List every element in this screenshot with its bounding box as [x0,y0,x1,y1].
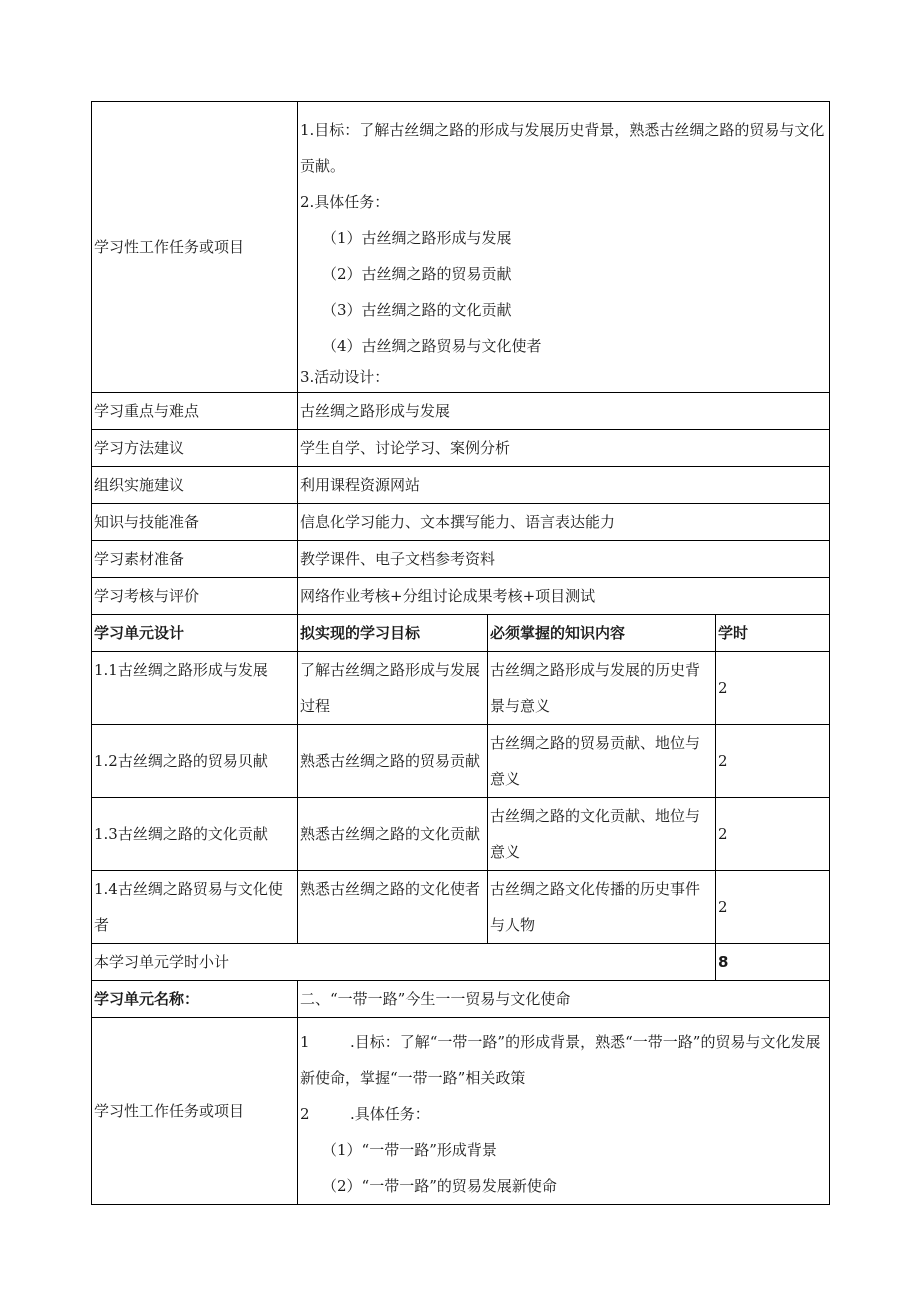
design-knowledge: 古丝绸之路文化传播的历史事件与人物 [488,871,716,944]
unit2-name-label: 学习单元名称： [92,981,298,1018]
info-row [92,393,830,430]
unit1-tasks-heading: 2.具体任务： [300,193,390,211]
info-label: 组织实施建议 [92,467,298,504]
design-header-hours: 学时 [716,615,830,652]
design-hours: 2 [716,871,830,944]
design-knowledge: 古丝绸之路的文化贡献、地位与意义 [488,798,716,871]
unit2-task-row [92,1018,830,1205]
design-knowledge: 古丝绸之路的贸易贡献、地位与意义 [488,725,716,798]
info-value: 学生自学、讨论学习、案例分析 [298,430,830,467]
design-row [92,798,830,871]
unit2-task-content [298,1018,830,1205]
unit1-task-item: （1）古丝绸之路形成与发展 [322,229,512,247]
unit1-activity-heading: 3.活动设计： [300,368,390,386]
unit2-name-value: 二、“一带一路”今生一一贸易与文化使命 [298,981,830,1018]
design-row [92,725,830,798]
unit1-task-item: （3）古丝绸之路的文化贡献 [322,301,512,319]
design-goal: 熟悉古丝绸之路的文化使者 [298,871,488,944]
info-label: 知识与技能准备 [92,504,298,541]
info-value: 古丝绸之路形成与发展 [298,393,830,430]
unit2-goal [300,1024,827,1096]
unit1-task-row [92,102,830,393]
design-header-unit: 学习单元设计 [92,615,298,652]
design-header-goal: 拟实现的学习目标 [298,615,488,652]
info-row [92,504,830,541]
unit2-task-item: （1）“一带一路”形成背景 [322,1141,497,1159]
subtotal-row [92,944,830,981]
design-unit: 1.1古丝绸之路形成与发展 [92,652,298,725]
info-label: 学习方法建议 [92,430,298,467]
info-value: 网络作业考核+分组讨论成果考核+项目测试 [298,578,830,615]
design-unit: 1.4古丝绸之路贸易与文化使者 [92,871,298,944]
info-row [92,541,830,578]
info-label: 学习考核与评价 [92,578,298,615]
design-goal: 熟悉古丝绸之路的贸易贡献 [298,725,488,798]
design-hours: 2 [716,798,830,871]
design-goal: 了解古丝绸之路形成与发展过程 [298,652,488,725]
design-hours: 2 [716,652,830,725]
design-hours: 2 [716,725,830,798]
unit2-goal-num: 1 [300,1033,310,1051]
info-value: 信息化学习能力、文本撰写能力、语言表达能力 [298,504,830,541]
info-row [92,467,830,504]
info-row [92,578,830,615]
curriculum-table [91,101,830,1205]
unit2-task-item: （2）“一带一路”的贸易发展新使命 [322,1177,557,1195]
unit2-tasks-heading: .具体任务： [350,1105,430,1123]
unit1-task-label: 学习性工作任务或项目 [92,102,298,393]
unit2-goal-text: .目标：了解“一带一路”的形成背景，熟悉“一带一路”的贸易与文化发展新使命，掌握“一带一路”相关政策 [300,1033,821,1087]
design-header-knowledge: 必须掌握的知识内容 [488,615,716,652]
unit2-tasks-num: 2 [300,1105,310,1123]
design-unit: 1.2古丝绸之路的贸易贝献 [92,725,298,798]
subtotal-value: 8 [716,944,830,981]
info-value: 教学课件、电子文档参考资料 [298,541,830,578]
info-value: 利用课程资源网站 [298,467,830,504]
design-header-row [92,615,830,652]
unit2-task-label: 学习性工作任务或项目 [92,1018,298,1205]
unit2-name-row [92,981,830,1018]
info-row [92,430,830,467]
unit1-task-item: （4）古丝绸之路贸易与文化使者 [322,337,542,355]
design-knowledge: 古丝绸之路形成与发展的历史背景与意义 [488,652,716,725]
subtotal-label: 本学习单元学时小计 [92,944,716,981]
unit1-task-item: （2）古丝绸之路的贸易贡献 [322,265,512,283]
unit1-task-content [298,102,830,393]
design-goal: 熟悉古丝绸之路的文化贡献 [298,798,488,871]
unit1-goal-text: 1.目标：了解古丝绸之路的形成与发展历史背景，熟悉古丝绸之路的贸易与文化贡献。 [300,121,825,175]
design-unit: 1.3古丝绸之路的文化贡献 [92,798,298,871]
info-label: 学习重点与难点 [92,393,298,430]
info-label: 学习素材准备 [92,541,298,578]
design-row [92,652,830,725]
design-row [92,871,830,944]
unit2-tasks-heading-line [300,1096,827,1132]
